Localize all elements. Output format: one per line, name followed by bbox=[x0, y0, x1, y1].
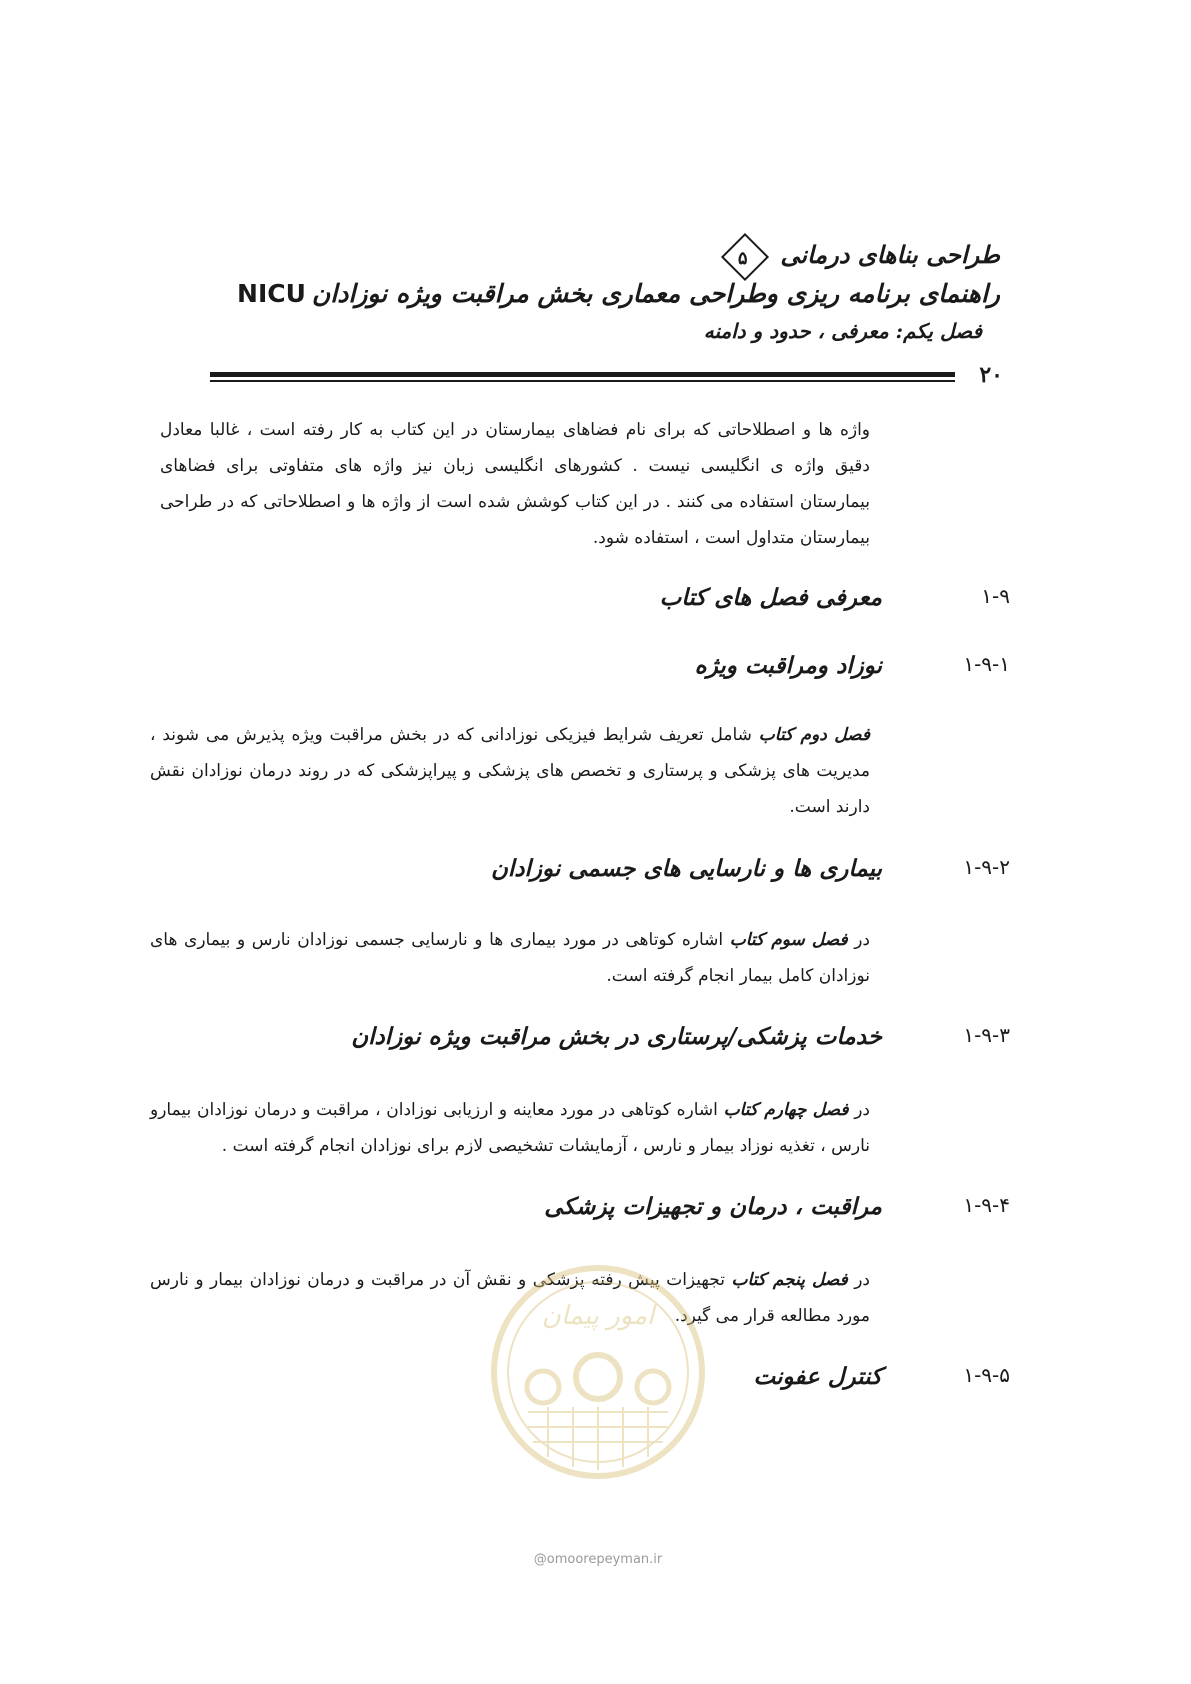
page-number: ۲۰ bbox=[979, 362, 1003, 388]
section-number: ۱-۹ bbox=[981, 584, 1010, 608]
page-number-row bbox=[210, 362, 1003, 392]
watermark-url: @omoorepeyman.ir bbox=[533, 1552, 663, 1567]
chapter-description: فصل دوم کتاب شامل تعریف شرایط فیزیکی نوزادانی که در بخش مراقبت ویژه پذیرش می شوند ، مدیریت های پزشکی و پرستاری و تخصص های پزشکی و پیراپزشکی که در روند درمان نوزادان نقش دارند است. bbox=[150, 725, 870, 817]
section-number: ۱-۹-۵ bbox=[963, 1363, 1010, 1387]
section-title: بیماری ها و نارسایی های جسمی نوزادان bbox=[490, 855, 882, 882]
watermark-logo-text: امور پیمان bbox=[541, 1301, 655, 1331]
section-heading bbox=[300, 584, 1010, 624]
chapter-lead: فصل سوم کتاب bbox=[729, 930, 848, 950]
chapter-description: در فصل پنجم کتاب تجهیزات پیش رفته پزشکی و نقش آن در مراقبت و درمان نوزادان بیمار و نارس مورد مطالعه قرار می گیرد. bbox=[150, 1270, 870, 1326]
section-heading bbox=[300, 652, 1010, 692]
section-heading bbox=[300, 1193, 1010, 1233]
chapter-lead: فصل دوم کتاب bbox=[758, 725, 870, 745]
section-number: ۱-۹-۳ bbox=[963, 1023, 1010, 1047]
section-number: ۱-۹-۲ bbox=[963, 855, 1010, 879]
section-number: ۱-۹-۱ bbox=[963, 652, 1010, 676]
header-rule-thin bbox=[210, 380, 955, 382]
section-title: مراقبت ، درمان و تجهیزات پزشکی bbox=[544, 1193, 882, 1220]
page-header bbox=[200, 238, 1000, 348]
chapter-lead: فصل پنجم کتاب bbox=[731, 1270, 848, 1290]
section-title: معرفی فصل های کتاب bbox=[659, 584, 882, 611]
chapter-title: فصل یکم: معرفی ، حدود و دامنه bbox=[703, 318, 982, 343]
chapter-lead: فصل چهارم کتاب bbox=[723, 1100, 849, 1120]
series-number-badge: ۵ bbox=[721, 232, 769, 280]
section-title: خدمات پزشکی/پرستاری در بخش مراقبت ویژه نوزادان bbox=[351, 1023, 882, 1050]
section-title: کنترل عفونت bbox=[753, 1363, 882, 1390]
intro-paragraph: واژه ها و اصطلاحاتی که برای نام فضاهای بیمارستان در این کتاب به کار رفته است ، غالبا معادل دقیق واژه ی انگلیسی نیست . کشورهای انگلیسی زبان نیز واژه های متفاوتی برای فضاهای بیمارستان استفاده می کنند . در این کتاب کوشش شده است از واژه ها و اصطلاحاتی که در طراحی بیمارستان متداول است ، استفاده شود. bbox=[160, 420, 870, 548]
chapter-description: در فصل سوم کتاب اشاره کوتاهی در مورد بیماری ها و نارسایی جسمی نوزادان نارس و بیماری های نوزادان کامل بیمار انجام گرفته است. bbox=[150, 930, 870, 986]
guide-abbr: NICU bbox=[237, 278, 306, 308]
section-heading bbox=[300, 855, 1010, 895]
section-heading bbox=[300, 1023, 1010, 1063]
series-title: طراحی بناهای درمانی ۵ bbox=[200, 238, 1000, 274]
header-rule-thick bbox=[210, 372, 955, 377]
section-title: نوزاد ومراقبت ویژه bbox=[694, 652, 882, 679]
chapter-description: در فصل چهارم کتاب اشاره کوتاهی در مورد معاینه و ارزیابی نوزادان ، مراقبت و درمان نوزادان بیمارو نارس ، تغذیه نوزاد بیمار و نارس ، آزمایشات تشخیصی لازم برای نوزادان انجام گرفته است . bbox=[150, 1100, 871, 1156]
watermark-logo bbox=[488, 1262, 708, 1482]
guide-title: راهنمای برنامه ریزی وطراحی معماری بخش مراقبت ویژه نوزادانNICU bbox=[237, 278, 1000, 308]
section-number: ۱-۹-۴ bbox=[963, 1193, 1010, 1217]
